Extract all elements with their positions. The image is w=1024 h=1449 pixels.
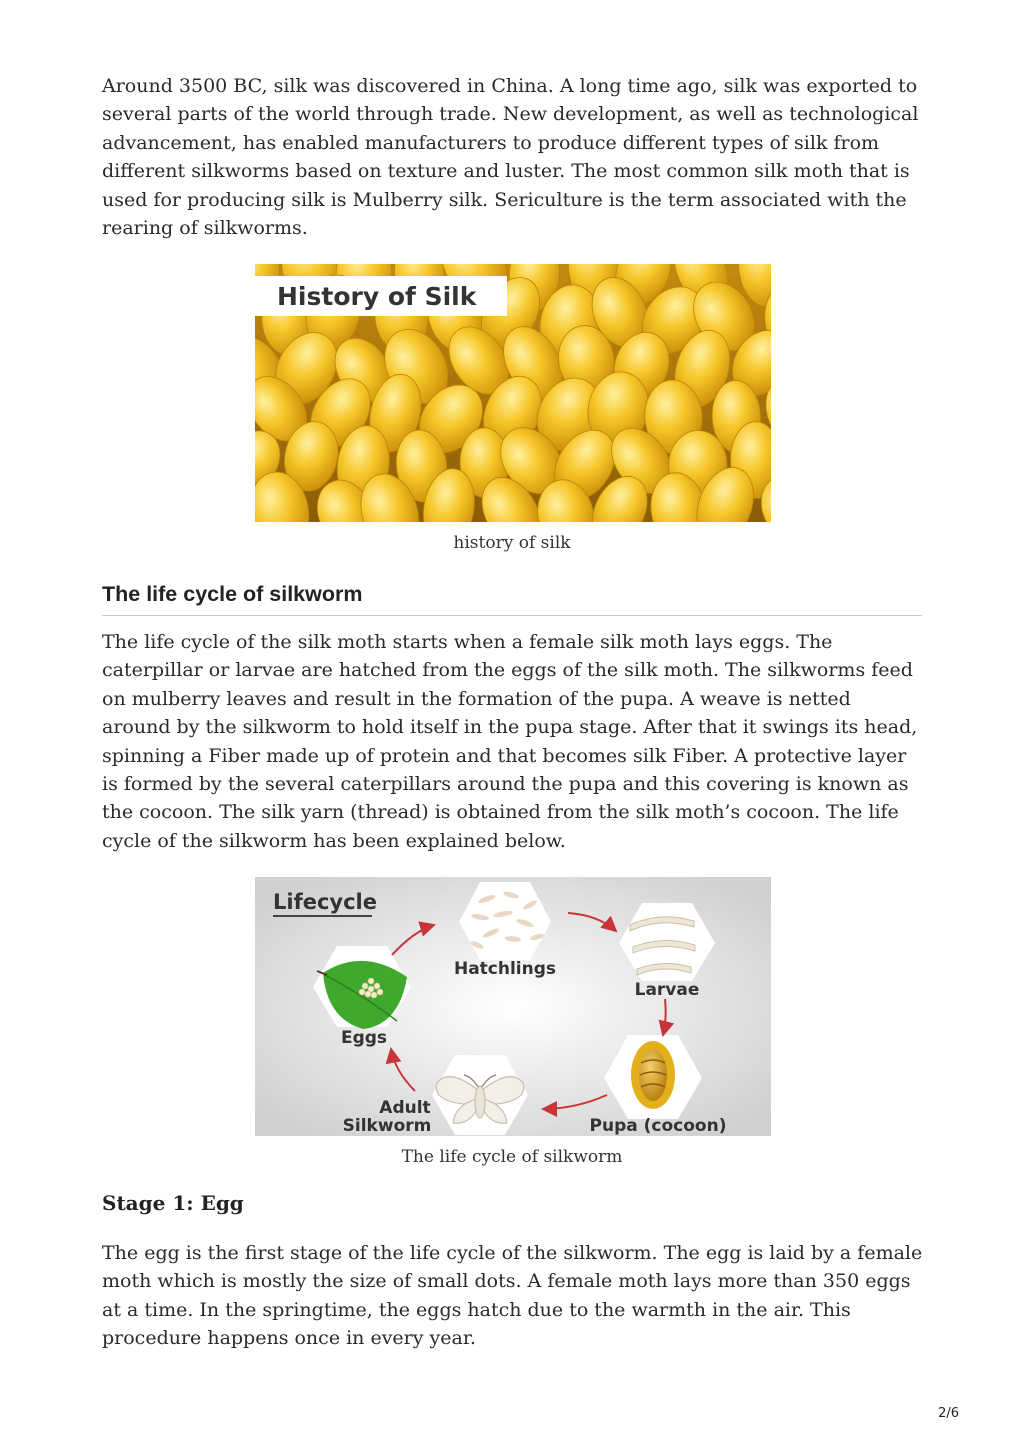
figure2-caption: The life cycle of silkworm [401,1147,623,1167]
adult-label-line1: Adult [379,1098,431,1118]
history-of-silk-image [255,264,771,522]
stage1-heading: Stage 1: Egg [102,1191,244,1215]
eggs-label: Eggs [340,1028,388,1048]
section-heading: The life cycle of silkworm [102,582,922,616]
lifecycle-svg [255,877,771,1136]
stage1-paragraph: The egg is the first stage of the life cycle of the silkworm. The egg is laid by a female moth which is mostly the size of small dots. A female moth lays more than 350 eggs at a time. In the springtime, the eggs hatch due to the warmth in the air. This procedure happens once in every year. [102,1242,923,1350]
adult-label-line2: Silkworm [342,1116,432,1136]
lifecycle-paragraph: The life cycle of the silk moth starts when a female silk moth lays eggs. The caterpillar or larvae are hatched from the eggs of the silk moth. The silkworms feed on mulberry leaves and result in the formation of the pupa. A weave is netted around by the silkworm to hold itself in the pupa stage. After that it swings its head, spinning a Fiber made up of protein and that becomes silk Fiber. A protective layer is formed by the several caterpillars around the pupa and this covering is known as the cocoon. The silk yarn (thread) is obtained from the silk moth’s cocoon. The life cycle of the silkworm has been explained below. [102,631,918,852]
cocoons-illustration [255,264,771,522]
lifecycle-diagram [255,877,771,1136]
lifecycle-title: Lifecycle [273,890,377,914]
hatchlings-label: Hatchlings [453,959,557,979]
page-number: 2/6 [938,1406,959,1421]
history-of-silk-title: History of Silk [277,282,477,311]
pupa-label: Pupa (cocoon) [589,1116,727,1136]
figure1-caption: history of silk [453,533,571,553]
larvae-label: Larvae [634,980,700,1000]
intro-paragraph: Around 3500 BC, silk was discovered in China. A long time ago, silk was exported to several parts of the world through trade. New development, as well as technological advancement, has enabled manufacturers to produce different types of silk from different silkworms based on texture and luster. The most common silk moth that is used for producing silk is Mulberry silk. Sericulture is the term associated with the rearing of silkworms. [102,75,919,240]
